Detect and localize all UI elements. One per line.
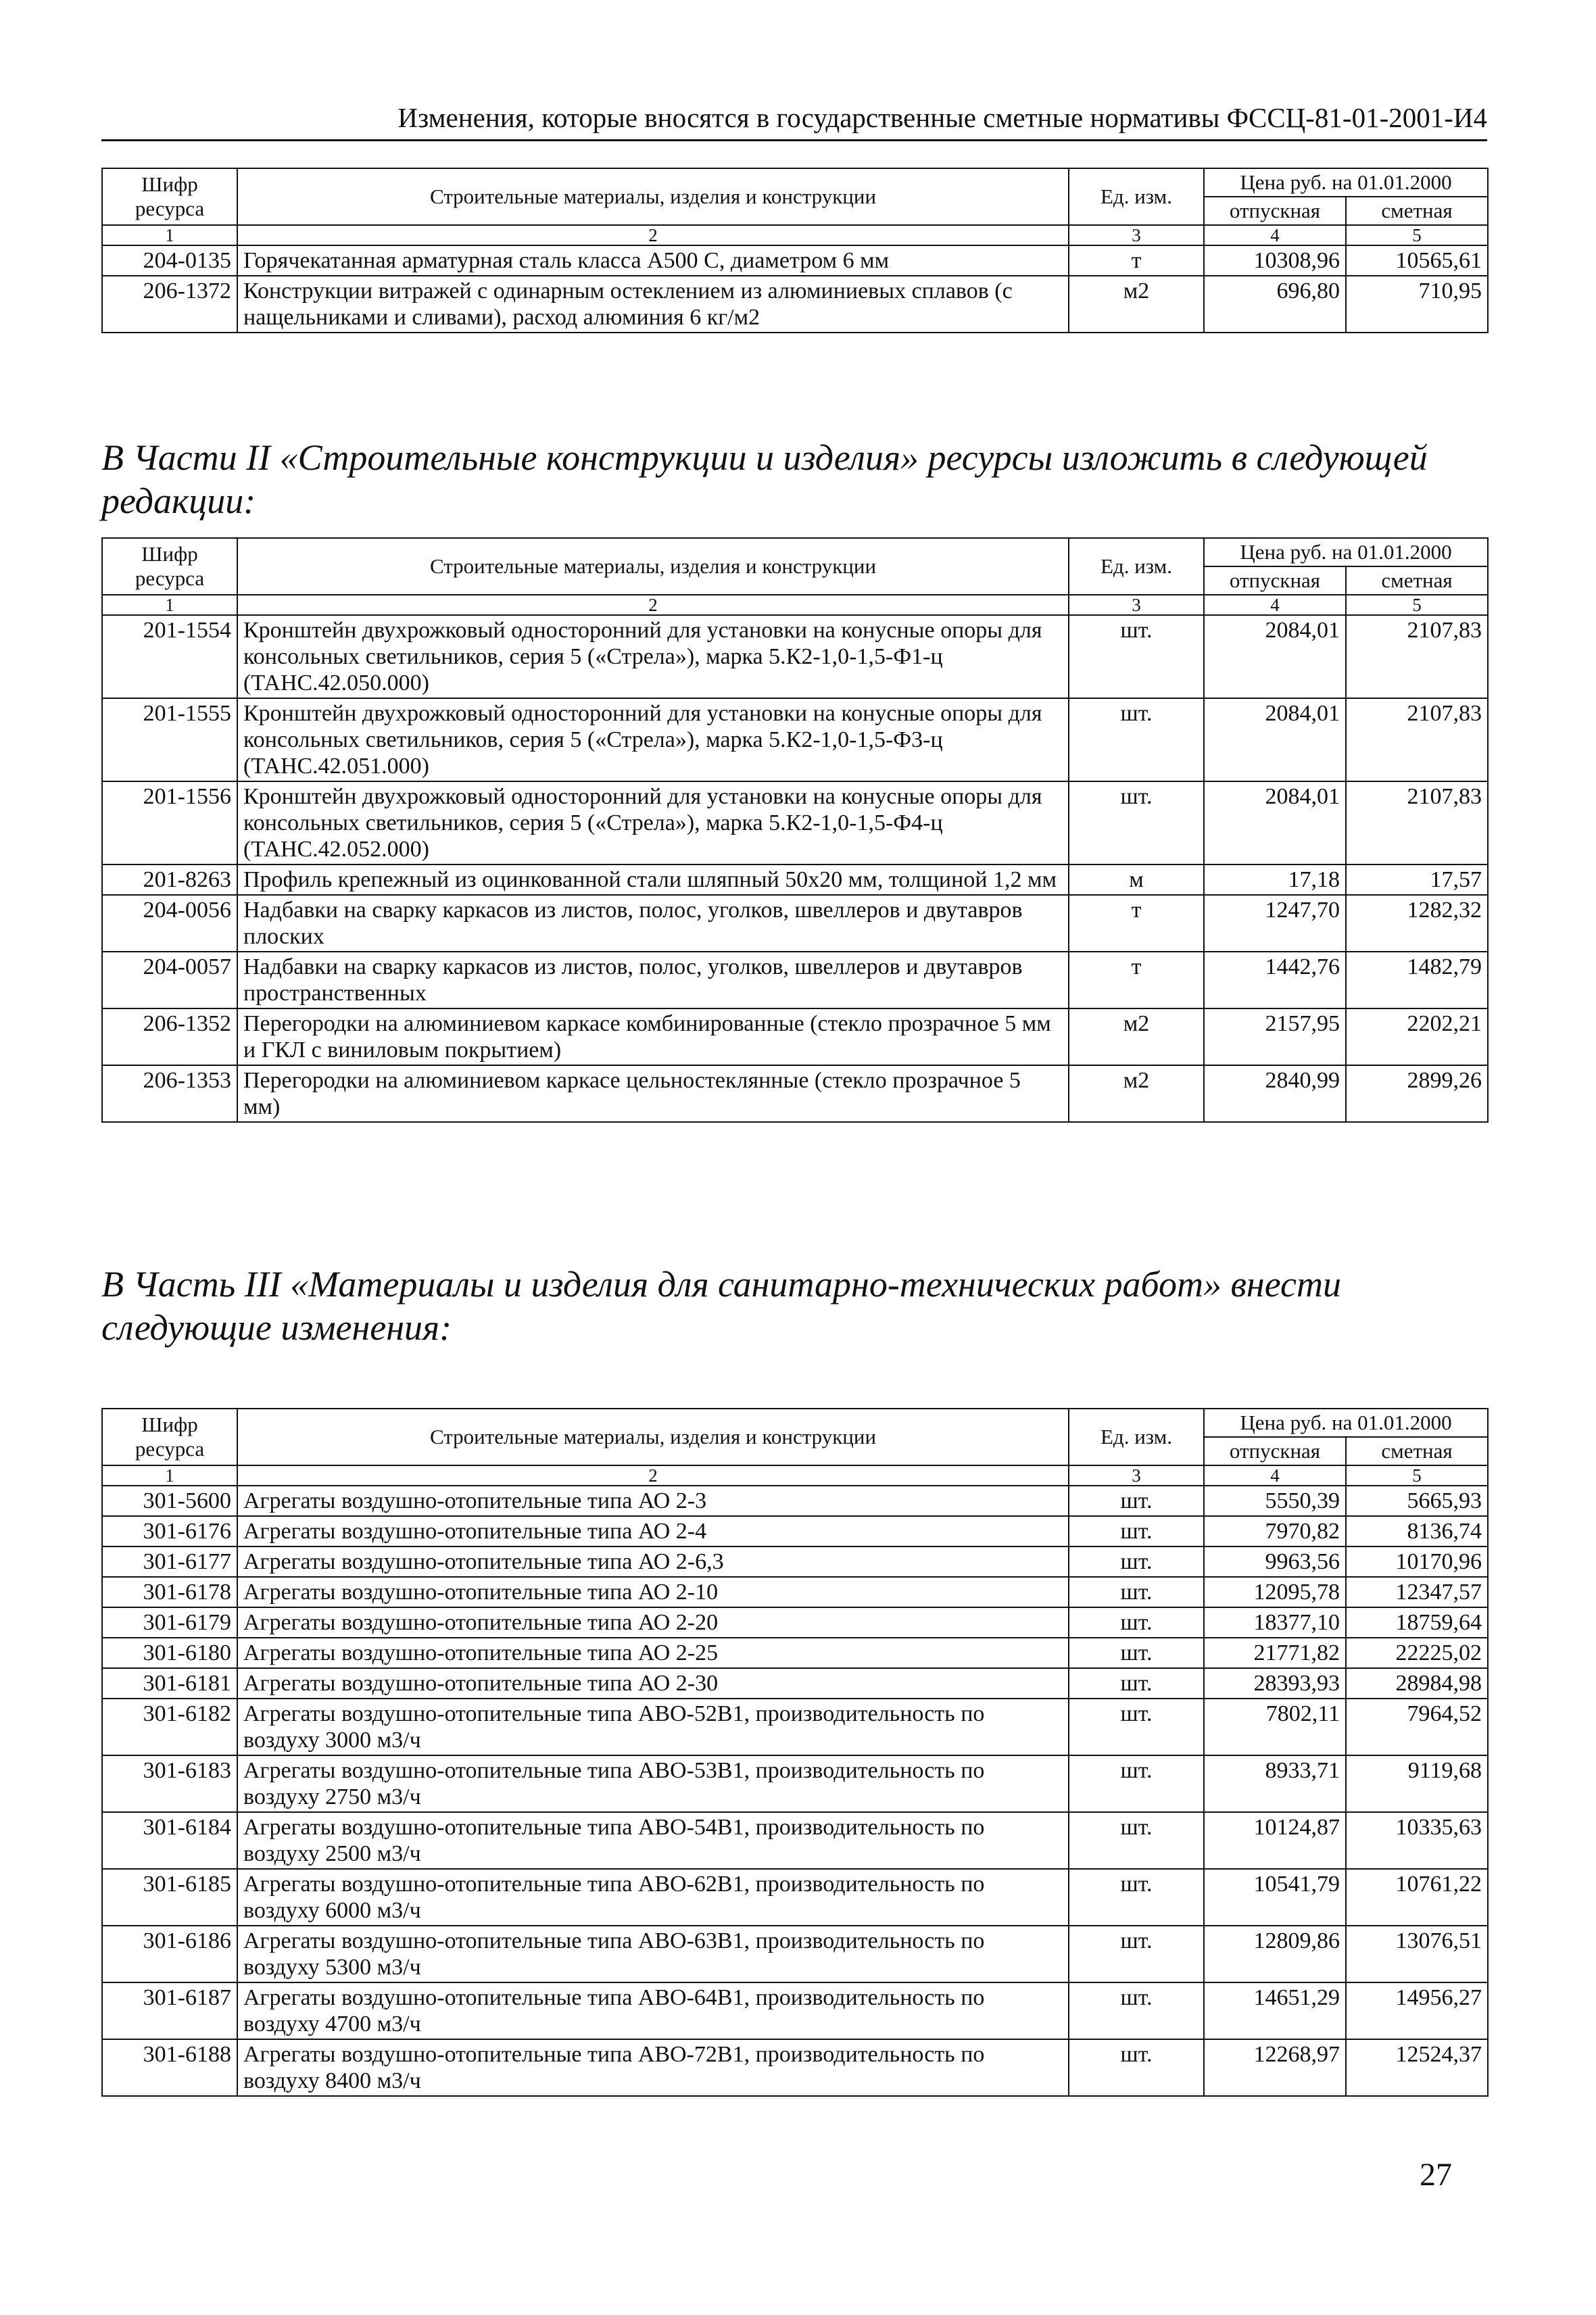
resource-unit: шт. xyxy=(1069,1699,1204,1755)
table-body xyxy=(102,615,1488,1122)
resource-code: 201-1556 xyxy=(102,781,237,864)
table-row xyxy=(102,1607,1488,1638)
price-release: 2084,01 xyxy=(1204,615,1346,698)
price-estimate: 28984,98 xyxy=(1346,1668,1488,1699)
col-number: 5 xyxy=(1346,595,1488,615)
table-row xyxy=(102,1668,1488,1699)
col-header-estimate: сметная xyxy=(1346,197,1488,225)
price-estimate: 2107,83 xyxy=(1346,615,1488,698)
resources-table-1 xyxy=(101,168,1489,333)
resource-code: 206-1353 xyxy=(102,1065,237,1122)
resource-unit: шт. xyxy=(1069,1486,1204,1516)
col-header-name: Строительные материалы, изделия и конструкции xyxy=(237,1409,1069,1465)
price-estimate: 14956,27 xyxy=(1346,1982,1488,2039)
resource-unit: м2 xyxy=(1069,1008,1204,1065)
price-release: 12095,78 xyxy=(1204,1577,1346,1607)
resource-name: Кронштейн двухрожковый односторонний для установки на конусные опоры для консольных светильников, серия 5 («Стрела»), марка 5.К2-1,0-1,5-Ф1-ц (ТАНС.42.050.000) xyxy=(237,615,1069,698)
table-row xyxy=(102,698,1488,781)
col-header-code: Шифр ресурса xyxy=(102,168,237,225)
table-row xyxy=(102,2039,1488,2096)
price-release: 10308,96 xyxy=(1204,245,1346,276)
price-release: 8933,71 xyxy=(1204,1755,1346,1812)
price-estimate: 10170,96 xyxy=(1346,1546,1488,1577)
price-estimate: 8136,74 xyxy=(1346,1516,1488,1546)
col-header-price: Цена руб. на 01.01.2000 xyxy=(1204,168,1488,197)
col-number: 5 xyxy=(1346,225,1488,245)
price-estimate: 17,57 xyxy=(1346,864,1488,895)
resource-name: Агрегаты воздушно-отопительные типа АО 2-20 xyxy=(237,1607,1069,1638)
col-number: 5 xyxy=(1346,1465,1488,1486)
col-number: 4 xyxy=(1204,595,1346,615)
table-row xyxy=(102,1755,1488,1812)
table-row xyxy=(102,276,1488,333)
price-release: 17,18 xyxy=(1204,864,1346,895)
price-estimate: 1482,79 xyxy=(1346,952,1488,1008)
price-release: 7802,11 xyxy=(1204,1699,1346,1755)
resource-unit: шт. xyxy=(1069,1516,1204,1546)
resource-name: Надбавки на сварку каркасов из листов, полос, уголков, швеллеров и двутавров плоских xyxy=(237,895,1069,952)
col-header-estimate: сметная xyxy=(1346,566,1488,595)
resource-code: 301-6179 xyxy=(102,1607,237,1638)
price-release: 10124,87 xyxy=(1204,1812,1346,1869)
resource-name: Горячекатанная арматурная сталь класса А500 С, диаметром 6 мм xyxy=(237,245,1069,276)
price-release: 28393,93 xyxy=(1204,1668,1346,1699)
resource-name: Агрегаты воздушно-отопительные типа АО 2-10 xyxy=(237,1577,1069,1607)
resource-code: 201-1555 xyxy=(102,698,237,781)
resource-unit: т xyxy=(1069,895,1204,952)
resource-unit: шт. xyxy=(1069,2039,1204,2096)
resource-name: Перегородки на алюминиевом каркасе цельностеклянные (стекло прозрачное 5 мм) xyxy=(237,1065,1069,1122)
price-estimate: 22225,02 xyxy=(1346,1638,1488,1668)
table-body xyxy=(102,1486,1488,2096)
resource-name: Кронштейн двухрожковый односторонний для установки на конусные опоры для консольных светильников, серия 5 («Стрела»), марка 5.К2-1,0-1,5-Ф3-ц (ТАНС.42.051.000) xyxy=(237,698,1069,781)
col-header-code: Шифр ресурса xyxy=(102,1409,237,1465)
resource-unit: шт. xyxy=(1069,1607,1204,1638)
table-body xyxy=(102,245,1488,333)
resource-unit: м xyxy=(1069,864,1204,895)
resources-table-3 xyxy=(101,1408,1489,2097)
price-release: 12809,86 xyxy=(1204,1926,1346,1982)
running-header: Изменения, которые вносятся в государственные сметные нормативы ФССЦ-81-01-2001-И4 xyxy=(101,101,1487,141)
col-number: 4 xyxy=(1204,225,1346,245)
resource-name: Агрегаты воздушно-отопительные типа АВО-53В1, производительность по воздуху 2750 м3/ч xyxy=(237,1755,1069,1812)
col-header-estimate: сметная xyxy=(1346,1437,1488,1465)
resource-name: Перегородки на алюминиевом каркасе комбинированные (стекло прозрачное 5 мм и ГКЛ с виниловым покрытием) xyxy=(237,1008,1069,1065)
resource-name: Кронштейн двухрожковый односторонний для установки на конусные опоры для консольных светильников, серия 5 («Стрела»), марка 5.К2-1,0-1,5-Ф4-ц (ТАНС.42.052.000) xyxy=(237,781,1069,864)
price-release: 14651,29 xyxy=(1204,1982,1346,2039)
resource-unit: шт. xyxy=(1069,1668,1204,1699)
price-release: 2084,01 xyxy=(1204,698,1346,781)
resource-name: Конструкции витражей с одинарным остеклением из алюминиевых сплавов (с нащельниками и сливами), расход алюминия 6 кг/м2 xyxy=(237,276,1069,333)
resource-name: Агрегаты воздушно-отопительные типа АВО-63В1, производительность по воздуху 5300 м3/ч xyxy=(237,1926,1069,1982)
resource-name: Профиль крепежный из оцинкованной стали шляпный 50х20 мм, толщиной 1,2 мм xyxy=(237,864,1069,895)
section-heading-part-2: В Части II «Строительные конструкции и изделия» ресурсы изложить в следующей редакции: xyxy=(101,437,1428,521)
resource-code: 301-6176 xyxy=(102,1516,237,1546)
price-estimate: 2899,26 xyxy=(1346,1065,1488,1122)
col-header-name: Строительные материалы, изделия и конструкции xyxy=(237,538,1069,595)
resource-name: Агрегаты воздушно-отопительные типа АВО-64В1, производительность по воздуху 4700 м3/ч xyxy=(237,1982,1069,2039)
resources-table-2 xyxy=(101,537,1489,1123)
resource-unit: шт. xyxy=(1069,1926,1204,1982)
table-row xyxy=(102,1812,1488,1869)
table-row xyxy=(102,1008,1488,1065)
resource-unit: шт. xyxy=(1069,1577,1204,1607)
page-number: 27 xyxy=(1420,2157,1452,2193)
price-release: 1442,76 xyxy=(1204,952,1346,1008)
price-estimate: 18759,64 xyxy=(1346,1607,1488,1638)
resource-unit: шт. xyxy=(1069,698,1204,781)
resource-unit: шт. xyxy=(1069,615,1204,698)
col-number: 3 xyxy=(1069,1465,1204,1486)
col-header-unit: Ед. изм. xyxy=(1069,538,1204,595)
price-release: 1247,70 xyxy=(1204,895,1346,952)
price-release: 10541,79 xyxy=(1204,1869,1346,1926)
col-number: 1 xyxy=(102,1465,237,1486)
table-row xyxy=(102,895,1488,952)
resource-unit: м2 xyxy=(1069,276,1204,333)
resource-unit: т xyxy=(1069,245,1204,276)
col-header-price: Цена руб. на 01.01.2000 xyxy=(1204,538,1488,566)
col-number: 2 xyxy=(237,595,1069,615)
price-estimate: 10335,63 xyxy=(1346,1812,1488,1869)
price-release: 12268,97 xyxy=(1204,2039,1346,2096)
resource-name: Агрегаты воздушно-отопительные типа АВО-72В1, производительность по воздуху 8400 м3/ч xyxy=(237,2039,1069,2096)
table-row xyxy=(102,1546,1488,1577)
price-release: 696,80 xyxy=(1204,276,1346,333)
price-estimate: 7964,52 xyxy=(1346,1699,1488,1755)
resource-unit: т xyxy=(1069,952,1204,1008)
resource-code: 301-6182 xyxy=(102,1699,237,1755)
price-estimate: 2202,21 xyxy=(1346,1008,1488,1065)
price-release: 5550,39 xyxy=(1204,1486,1346,1516)
price-estimate: 12524,37 xyxy=(1346,2039,1488,2096)
resource-code: 301-6181 xyxy=(102,1668,237,1699)
table-row xyxy=(102,615,1488,698)
col-header-name: Строительные материалы, изделия и конструкции xyxy=(237,168,1069,225)
table-row xyxy=(102,1982,1488,2039)
resource-code: 204-0057 xyxy=(102,952,237,1008)
resource-unit: шт. xyxy=(1069,781,1204,864)
price-estimate: 1282,32 xyxy=(1346,895,1488,952)
price-estimate: 710,95 xyxy=(1346,276,1488,333)
resource-code: 201-1554 xyxy=(102,615,237,698)
resource-code: 204-0135 xyxy=(102,245,237,276)
resource-code: 201-8263 xyxy=(102,864,237,895)
col-number: 3 xyxy=(1069,225,1204,245)
section-heading-part-3: В Часть III «Материалы и изделия для санитарно-технических работ» внести следующие изменения: xyxy=(101,1264,1341,1348)
col-header-release: отпускная xyxy=(1204,566,1346,595)
price-estimate: 13076,51 xyxy=(1346,1926,1488,1982)
price-estimate: 12347,57 xyxy=(1346,1577,1488,1607)
resource-code: 301-5600 xyxy=(102,1486,237,1516)
table-row xyxy=(102,1869,1488,1926)
col-number: 4 xyxy=(1204,1465,1346,1486)
resource-name: Агрегаты воздушно-отопительные типа АО 2-30 xyxy=(237,1668,1069,1699)
resource-unit: шт. xyxy=(1069,1546,1204,1577)
table-row xyxy=(102,1699,1488,1755)
price-estimate: 2107,83 xyxy=(1346,781,1488,864)
resource-code: 301-6186 xyxy=(102,1926,237,1982)
resource-name: Агрегаты воздушно-отопительные типа АО 2-6,3 xyxy=(237,1546,1069,1577)
resource-code: 206-1372 xyxy=(102,276,237,333)
resource-code: 301-6185 xyxy=(102,1869,237,1926)
resource-name: Надбавки на сварку каркасов из листов, полос, уголков, швеллеров и двутавров пространственных xyxy=(237,952,1069,1008)
table-row xyxy=(102,1638,1488,1668)
table-row xyxy=(102,1065,1488,1122)
resource-code: 301-6177 xyxy=(102,1546,237,1577)
resource-name: Агрегаты воздушно-отопительные типа АВО-62В1, производительность по воздуху 6000 м3/ч xyxy=(237,1869,1069,1926)
resource-unit: шт. xyxy=(1069,1869,1204,1926)
table-row xyxy=(102,864,1488,895)
col-number: 1 xyxy=(102,225,237,245)
resource-name: Агрегаты воздушно-отопительные типа АО 2-3 xyxy=(237,1486,1069,1516)
col-header-price: Цена руб. на 01.01.2000 xyxy=(1204,1409,1488,1437)
price-estimate: 10565,61 xyxy=(1346,245,1488,276)
col-header-unit: Ед. изм. xyxy=(1069,168,1204,225)
col-number: 3 xyxy=(1069,595,1204,615)
resource-code: 206-1352 xyxy=(102,1008,237,1065)
price-release: 7970,82 xyxy=(1204,1516,1346,1546)
price-estimate: 9119,68 xyxy=(1346,1755,1488,1812)
col-number: 2 xyxy=(237,225,1069,245)
table-row xyxy=(102,1926,1488,1982)
resource-unit: м2 xyxy=(1069,1065,1204,1122)
col-header-unit: Ед. изм. xyxy=(1069,1409,1204,1465)
resource-name: Агрегаты воздушно-отопительные типа АВО-52В1, производительность по воздуху 3000 м3/ч xyxy=(237,1699,1069,1755)
col-header-release: отпускная xyxy=(1204,197,1346,225)
resource-name: Агрегаты воздушно-отопительные типа АО 2-25 xyxy=(237,1638,1069,1668)
price-estimate: 10761,22 xyxy=(1346,1869,1488,1926)
price-estimate: 2107,83 xyxy=(1346,698,1488,781)
table-row xyxy=(102,952,1488,1008)
price-release: 2840,99 xyxy=(1204,1065,1346,1122)
resource-name: Агрегаты воздушно-отопительные типа АО 2-4 xyxy=(237,1516,1069,1546)
table-row xyxy=(102,1516,1488,1546)
price-estimate: 5665,93 xyxy=(1346,1486,1488,1516)
price-release: 2157,95 xyxy=(1204,1008,1346,1065)
resource-unit: шт. xyxy=(1069,1638,1204,1668)
table-row xyxy=(102,245,1488,276)
col-header-release: отпускная xyxy=(1204,1437,1346,1465)
resource-unit: шт. xyxy=(1069,1982,1204,2039)
col-header-code: Шифр ресурса xyxy=(102,538,237,595)
resource-code: 301-6178 xyxy=(102,1577,237,1607)
resource-code: 301-6184 xyxy=(102,1812,237,1869)
price-release: 21771,82 xyxy=(1204,1638,1346,1668)
price-release: 9963,56 xyxy=(1204,1546,1346,1577)
price-release: 18377,10 xyxy=(1204,1607,1346,1638)
col-number: 2 xyxy=(237,1465,1069,1486)
col-number: 1 xyxy=(102,595,237,615)
resource-code: 204-0056 xyxy=(102,895,237,952)
table-row xyxy=(102,781,1488,864)
resource-name: Агрегаты воздушно-отопительные типа АВО-54В1, производительность по воздуху 2500 м3/ч xyxy=(237,1812,1069,1869)
price-release: 2084,01 xyxy=(1204,781,1346,864)
resource-code: 301-6188 xyxy=(102,2039,237,2096)
table-row xyxy=(102,1486,1488,1516)
resource-unit: шт. xyxy=(1069,1755,1204,1812)
resource-code: 301-6183 xyxy=(102,1755,237,1812)
resource-code: 301-6187 xyxy=(102,1982,237,2039)
resource-unit: шт. xyxy=(1069,1812,1204,1869)
table-row xyxy=(102,1577,1488,1607)
resource-code: 301-6180 xyxy=(102,1638,237,1668)
